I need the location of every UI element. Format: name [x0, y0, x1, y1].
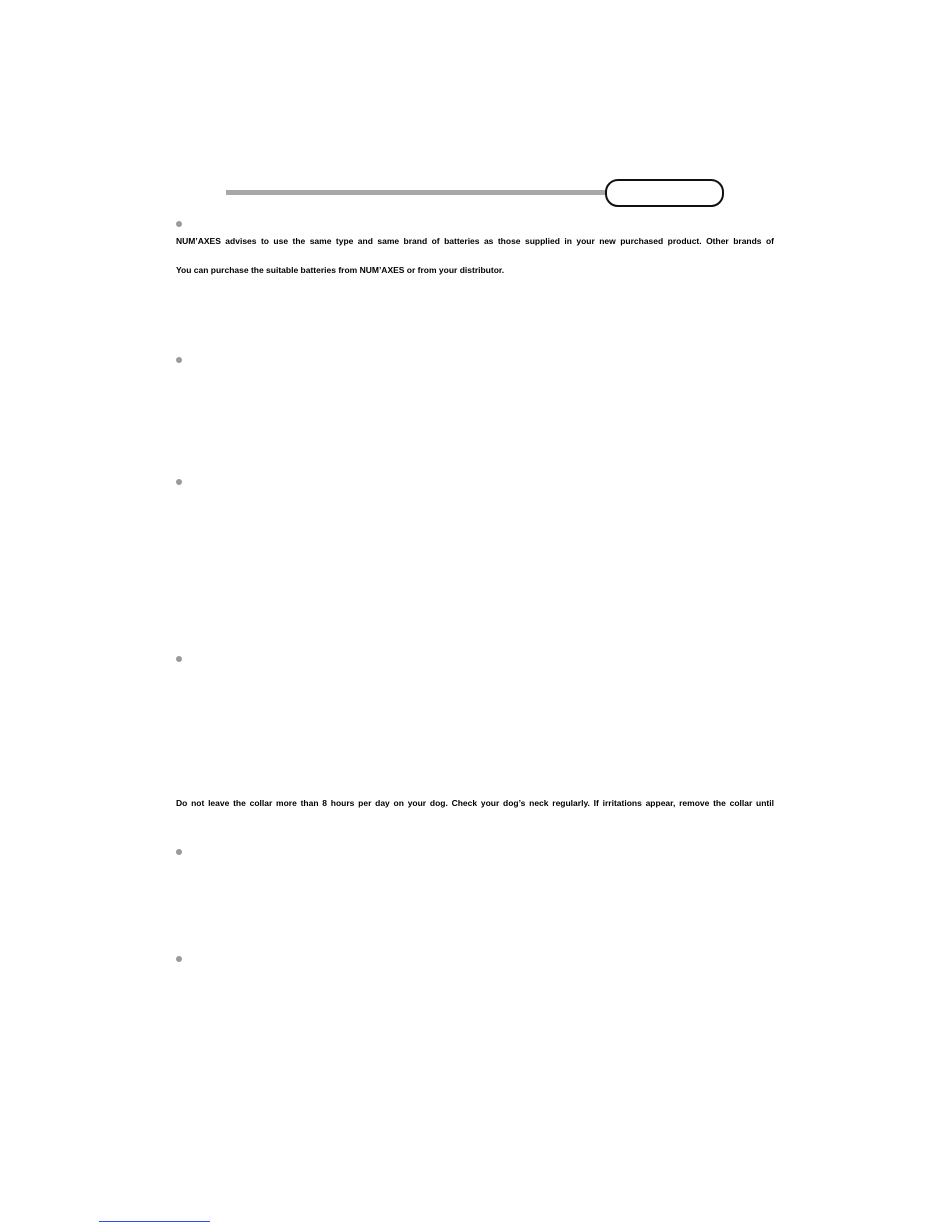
bullet-point	[176, 357, 182, 363]
bullet-point	[176, 479, 182, 485]
section-header-bar	[226, 190, 610, 195]
batteries-purchase-text: You can purchase the suitable batteries from NUM’AXES or from your distributor.	[176, 265, 505, 275]
bullet-point	[176, 956, 182, 962]
bullet-point	[176, 849, 182, 855]
bullet-point	[176, 656, 182, 662]
section-header-tab	[605, 179, 724, 207]
bullet-point	[176, 221, 182, 227]
footer-rule	[99, 1221, 210, 1222]
batteries-advice-text: NUM’AXES advises to use the same type and same brand of batteries as those supplied in your new purchased product. Other brands of	[176, 236, 774, 246]
collar-usage-text: Do not leave the collar more than 8 hours per day on your dog. Check your dog’s neck regularly. If irritations appear, remove the collar until	[176, 798, 774, 808]
